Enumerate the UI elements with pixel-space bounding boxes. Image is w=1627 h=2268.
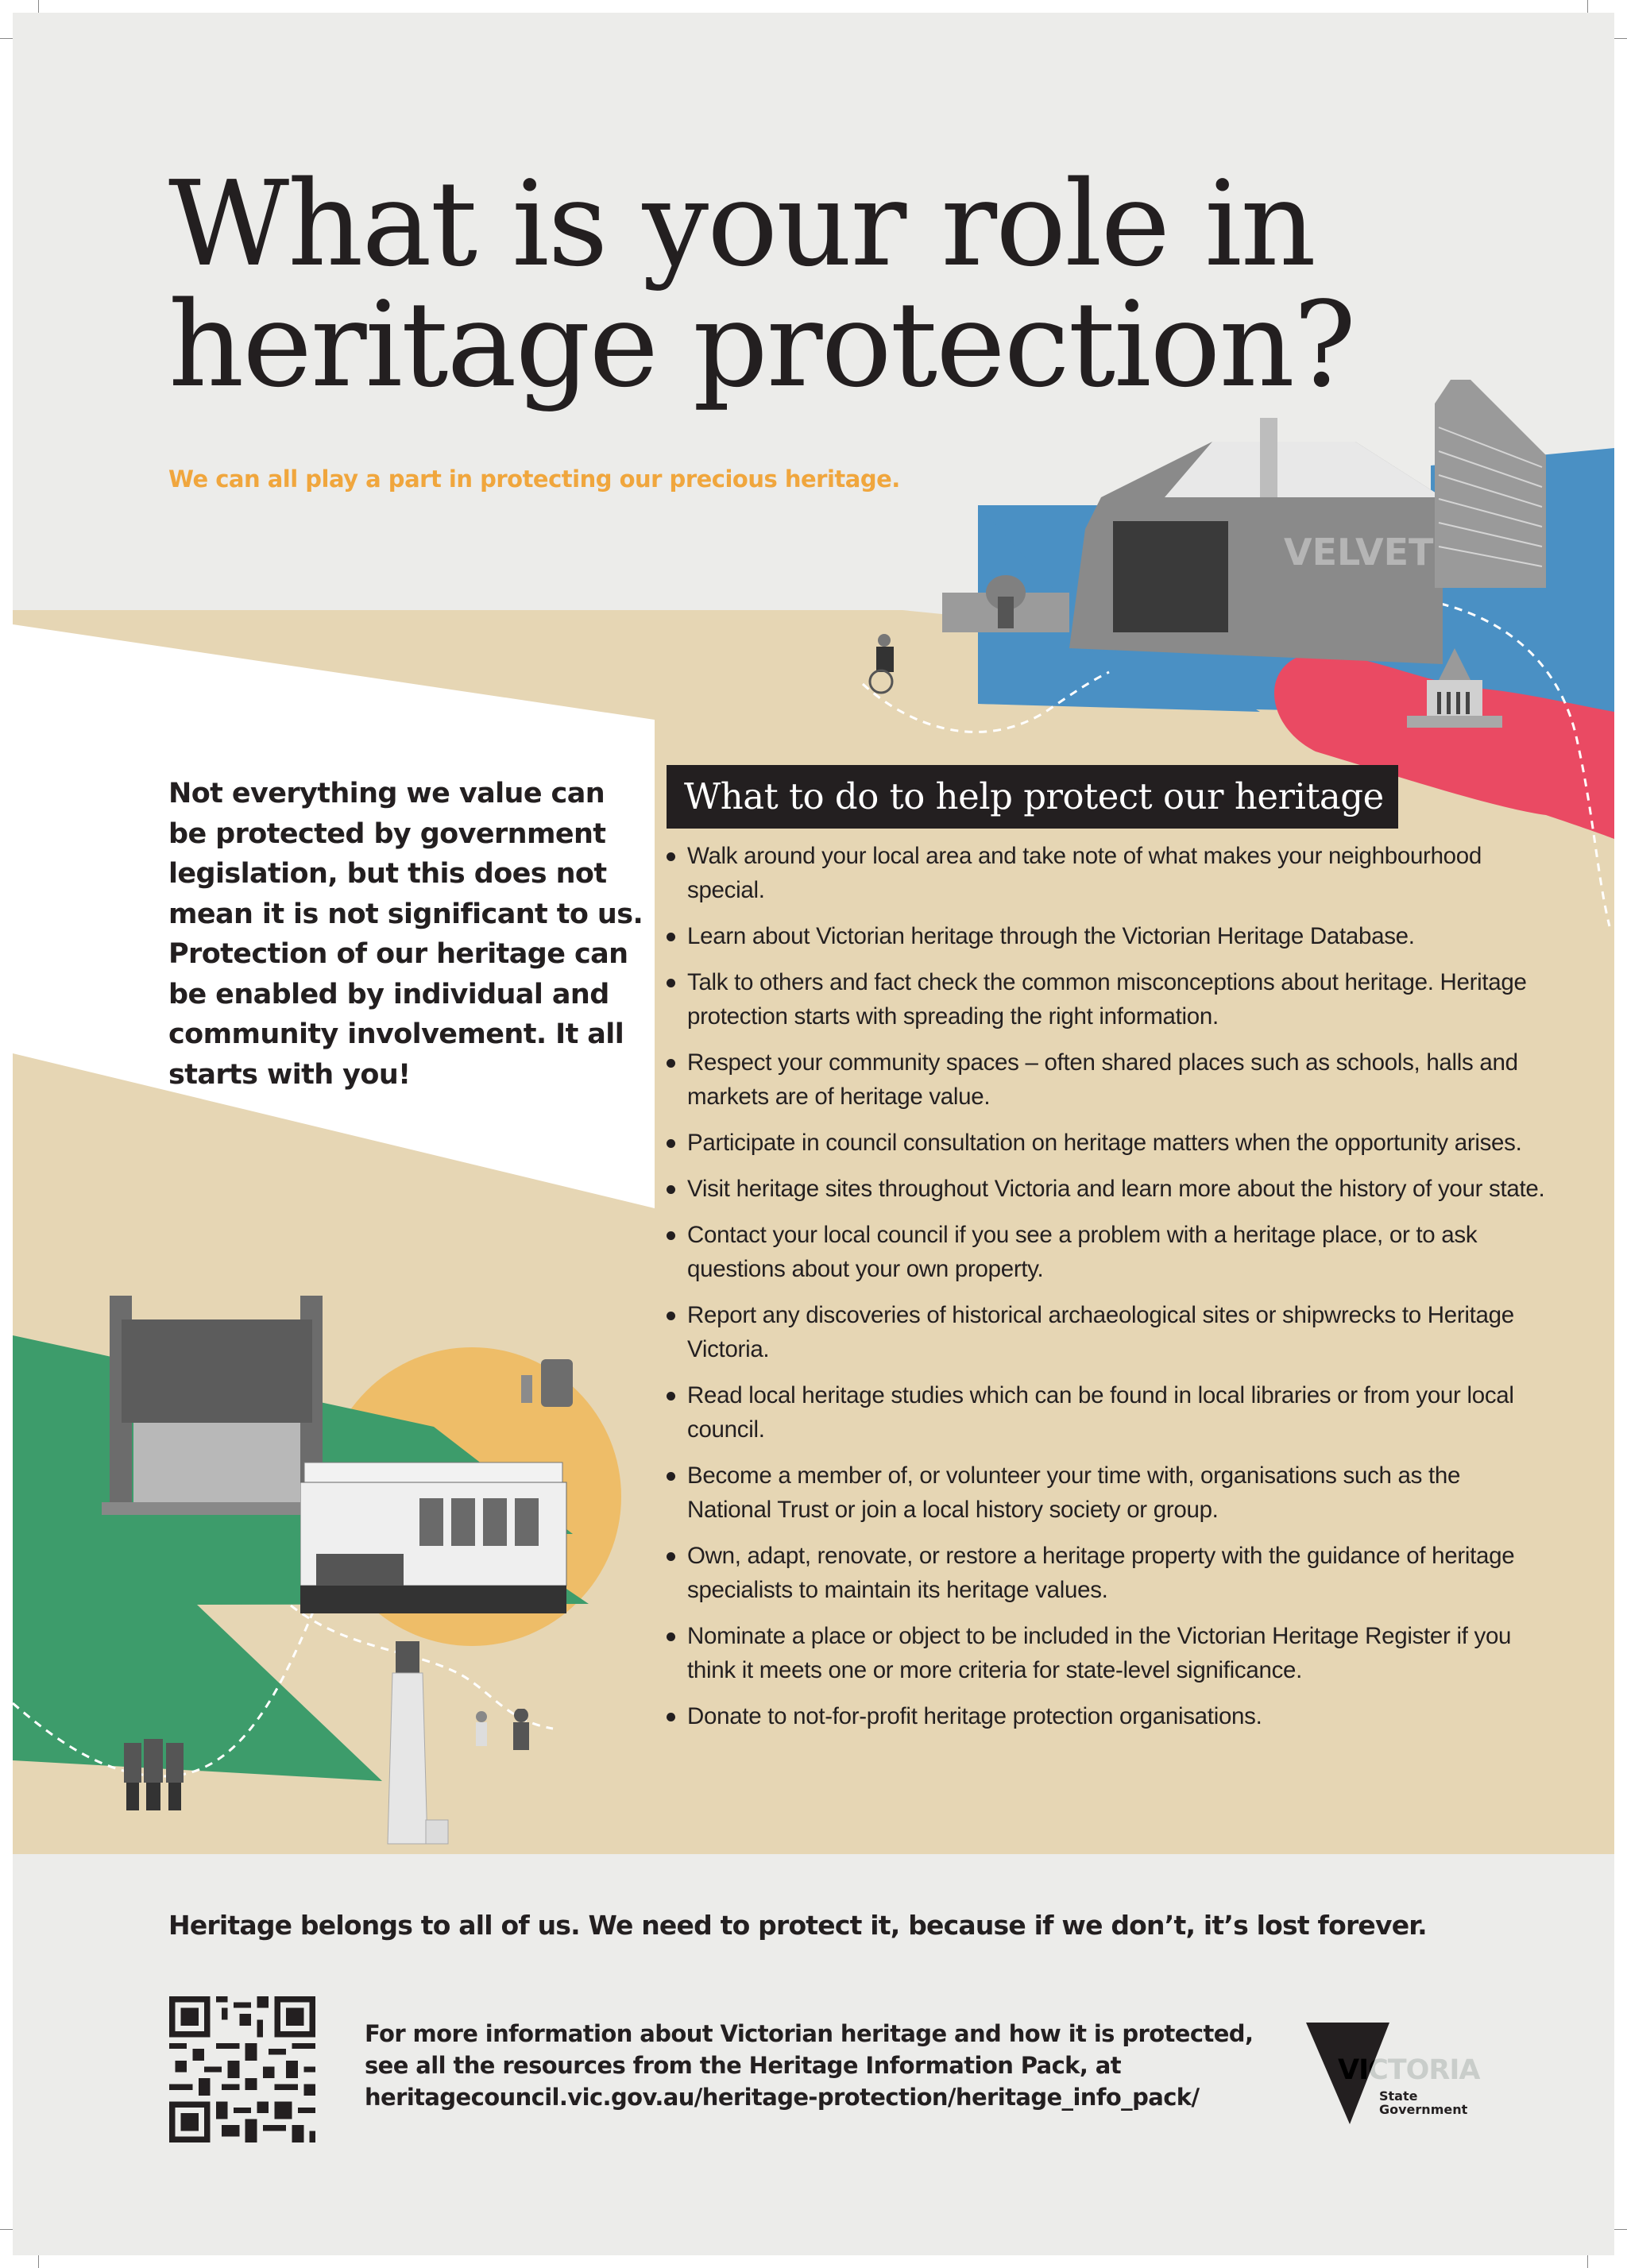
actions-title: What to do to help protect our heritage [667, 765, 1398, 829]
list-item: Learn about Victorian heritage through the Victorian Heritage Database. [667, 919, 1548, 953]
bullet-icon [667, 1231, 675, 1240]
list-item: Nominate a place or object to be included in the Victorian Heritage Register if you think it meets one or more criteria for state-level significance. [667, 1619, 1548, 1687]
qr-code[interactable] [169, 1996, 315, 2142]
bullet-icon [667, 1632, 675, 1641]
office-tower-photo [1435, 380, 1546, 588]
bullet-icon [667, 1392, 675, 1401]
hikers-photo [120, 1731, 187, 1814]
bullet-icon [667, 1139, 675, 1148]
logo-wordmark: VICTORIA [1338, 2054, 1480, 2086]
intro-text: Not everything we value can be protected by government legislation, but this does not mean it is not significant to us. Protection of our heritage can be enabled by individual and community involvement. It all starts with you! [168, 778, 643, 1091]
running-children-photo [470, 1709, 549, 1772]
shrine-of-remembrance-photo [1407, 648, 1502, 728]
bullet-icon [667, 1185, 675, 1194]
svg-text:VELVET: VELVET [1284, 531, 1434, 574]
list-item: Contact your local council if you see a problem with a heritage place, or to ask questions about your own property. [667, 1218, 1548, 1286]
closing-statement: Heritage belongs to all of us. We need to protect it, because if we don’t, it’s lost forever. [168, 1910, 1427, 1941]
bullet-icon [667, 933, 675, 941]
list-item: Donate to not-for-profit heritage protection organisations. [667, 1699, 1548, 1733]
title-line-1: What is your role in [168, 156, 1315, 292]
more-info-text: For more information about Victorian heritage and how it is protected, see all the resources from the Heritage Information Pack, at heritagecouncil.vic.gov.au/heritage-protection/heritage_info_pack/ [365, 2018, 1253, 2113]
actions-list [667, 839, 1548, 1745]
list-item: Visit heritage sites throughout Victoria and learn more about the history of your state. [667, 1172, 1548, 1206]
bullet-icon [667, 1472, 675, 1481]
bullet-icon [667, 1059, 675, 1068]
list-item: Read local heritage studies which can be found in local libraries or from your local council. [667, 1378, 1548, 1447]
bullet-icon [667, 1713, 675, 1721]
poster-page [13, 13, 1614, 2255]
subtitle: We can all play a part in protecting our precious heritage. [168, 466, 900, 493]
list-item: Walk around your local area and take note of what makes your neighbourhood special. [667, 839, 1548, 907]
list-item: Own, adapt, renovate, or restore a heritage property with the guidance of heritage specialists to maintain its heritage values. [667, 1539, 1548, 1607]
bullet-icon [667, 1552, 675, 1561]
list-item: Become a member of, or volunteer your time with, organisations such as the National Trust or join a local history society or group. [667, 1459, 1548, 1527]
wheelchair-user-photo [867, 632, 906, 696]
shop-building-photo [1069, 418, 1443, 672]
victoria-state-government-logo [1306, 2023, 1481, 2126]
list-item: Talk to others and fact check the common misconceptions about heritage. Heritage protection starts with spreading the right information. [667, 965, 1548, 1034]
title-line-2: heritage protection? [168, 276, 1355, 413]
page-title [168, 156, 1355, 413]
twelve-apostles-photo [505, 1355, 577, 1411]
heritage-info-pack-link[interactable]: heritagecouncil.vic.gov.au/heritage-protection/heritage_info_pack/ [365, 2084, 1200, 2111]
lighthouse-photo [378, 1641, 450, 1856]
bullet-icon [667, 979, 675, 987]
heritage-tram-photo [300, 1455, 574, 1629]
bullet-icon [667, 852, 675, 861]
logo-subtitle: State Government [1379, 2088, 1468, 2117]
list-item: Report any discoveries of historical archaeological sites or shipwrecks to Heritage Victoria. [667, 1298, 1548, 1366]
exhibition-building-photo [942, 573, 1069, 636]
list-item: Respect your community spaces – often shared places such as schools, halls and markets are of heritage value. [667, 1045, 1548, 1114]
list-item: Participate in council consultation on heritage matters when the opportunity arises. [667, 1126, 1548, 1160]
bullet-icon [667, 1312, 675, 1320]
